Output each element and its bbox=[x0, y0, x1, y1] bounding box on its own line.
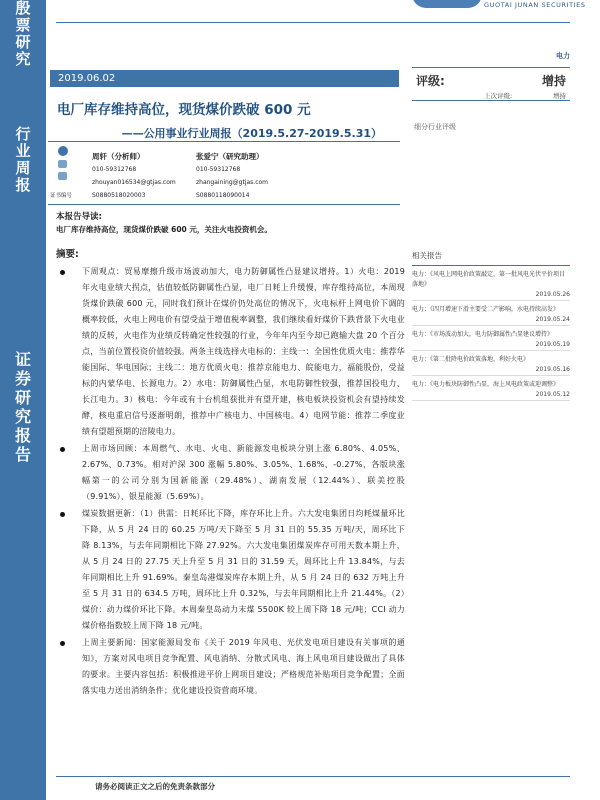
previous-rating-value: 增持 bbox=[553, 92, 566, 100]
sidebar-top-text: 殷 票 研 究 bbox=[15, 0, 31, 68]
related-date: 2019.05.19 bbox=[535, 341, 570, 348]
bullet-icon bbox=[60, 641, 65, 646]
abstract-bullet: 上周主要新闻：国家能源局发布《关于 2019 年风电、光伏发电项目建设有关事项的通知》，方案对风电项目竞争配置、风电消纳、分散式风电、海上风电项目建设做出了具体的要求。主要内容包括：积极推进平价上网项目建设；严格规范补贴项目竞争配置；全面落实电力送出消纳条件；优化建设投资营商环境。 bbox=[60, 635, 405, 699]
author-phone: 010-59312768 bbox=[196, 166, 241, 173]
author-analyst bbox=[92, 150, 176, 202]
bullet-icon bbox=[60, 270, 65, 275]
authors-block bbox=[48, 141, 400, 205]
contact-icons bbox=[54, 146, 74, 190]
related-item[interactable] bbox=[412, 326, 570, 351]
related-date: 2019.05.26 bbox=[535, 291, 570, 298]
related-date: 2019.05.16 bbox=[535, 366, 570, 373]
abstract-bullet: 煤炭数据更新：（1）供需：日耗环比下降，库存环比上升。六大发电集团日均耗煤量环比下降，从 5 月 24 日的 60.25 万吨/天下降至 5 月 31 日的 55.35 万吨/天，周环比下降 8.13%，与去年同期相比下降 27.92%。六大发电集团煤炭库存可用天数本期上升，从 5 月 24 日的 27.75 天上升至 5 月 31 日的 31.59 天，周环比上升 13.84%，与去年同期相比上升 91.69%。秦皇岛港煤炭库存本期上升，从 5 月 24 日的 632 万吨上升至 5 月 31 日的 634.5 万吨，周环比上升 0.32%，与去年同期相比上升 21.44%。（2）煤价：动力煤价环比下降。本周秦皇岛动力末煤 5500K 较上周下降 18 元/吨；CCI 动力煤价格指数较上周下降 18 元/吨。 bbox=[60, 506, 405, 634]
bullet-icon bbox=[60, 447, 65, 452]
author-email[interactable]: zhouyan016534@gtjas.com bbox=[92, 179, 176, 186]
author-assistant bbox=[196, 150, 268, 202]
guide-heading: 本报告导读: bbox=[56, 212, 102, 222]
brand-name: GUOTAI JUNAN SECURITIES bbox=[484, 1, 586, 9]
related-title[interactable]: 电力：《电力板块防御性凸显，海上风电政策或迎调整》 bbox=[412, 381, 560, 388]
email-icon bbox=[58, 172, 67, 180]
related-heading: 相关报告 bbox=[412, 250, 570, 266]
report-title: 电厂库存维持高位，现货煤价跌破 600 元 bbox=[57, 102, 311, 118]
phone-icon bbox=[58, 160, 67, 168]
footer-disclaimer: 请务必阅读正文之后的免责条款部分 bbox=[95, 782, 215, 791]
related-date: 2019.05.12 bbox=[535, 391, 570, 398]
related-title[interactable]: 电力：《风电上网电价政策敲定，第一批风电光伏平价项目落地》 bbox=[412, 271, 566, 288]
footer-divider bbox=[56, 776, 570, 777]
report-date: 2019.06.02 bbox=[50, 70, 399, 87]
sidebar-report-type: 行 业 周 报 bbox=[15, 125, 31, 194]
related-item[interactable] bbox=[412, 266, 570, 301]
rating-label: 评级: bbox=[416, 74, 445, 88]
author-cert: S0880118090014 bbox=[196, 192, 250, 199]
abstract-heading: 摘要: bbox=[56, 249, 79, 260]
related-title[interactable]: 电力：《第二批降电价政策落地，利好火电》 bbox=[412, 356, 530, 363]
sub-industry-rating: 细分行业评级 bbox=[414, 123, 456, 131]
rating-value: 增持 bbox=[541, 74, 566, 88]
sidebar-doc-type: 证 券 研 究 报 告 bbox=[14, 350, 31, 464]
related-title[interactable]: 电力：《四月增速下滑主要受二产影响，水电持续高发》 bbox=[412, 306, 560, 313]
abstract-list bbox=[60, 264, 405, 700]
person-icon bbox=[58, 146, 68, 156]
sector-label: 电力 bbox=[556, 52, 570, 60]
related-title[interactable]: 电力：《市场波动加大，电力防御属性凸显建议增持》 bbox=[412, 331, 554, 338]
bullet-icon bbox=[60, 512, 65, 517]
related-item[interactable] bbox=[412, 376, 570, 401]
related-date: 2019.05.24 bbox=[535, 316, 570, 323]
report-subtitle: ——公用事业行业周报（2019.5.27-2019.5.31） bbox=[121, 127, 382, 140]
author-name: 张爱宁（研究助理） bbox=[196, 152, 264, 161]
related-item[interactable] bbox=[412, 351, 570, 376]
author-name: 周轩（分析师） bbox=[92, 152, 145, 161]
author-cert: S0880518020003 bbox=[92, 192, 146, 199]
rating-box bbox=[412, 67, 570, 101]
related-reports bbox=[412, 250, 570, 401]
cert-label: 证书编号 bbox=[50, 193, 73, 199]
sidebar bbox=[0, 0, 46, 800]
related-item[interactable] bbox=[412, 301, 570, 326]
author-phone: 010-59312768 bbox=[92, 166, 137, 173]
abstract-bullet: 下周观点：贸易摩擦升级市场波动加大，电力防御属性凸显建议增持。1）火电：2019 年火电业绩大拐点，估值较低防御属性凸显，电厂日耗上升缓慢，库存维持高位，本周现货煤价跌破 600 元，同时我们预计在煤价仍处高位的情况下，火电标杆上网电价下调的概率较低，火电上网电价有望受益于增值税率调整，我们继续看好煤价下跌背景下火电业绩的反转，火电作为业绩反转确定性较强的行业，今年年内至今却已跑输大盘 20 个百分点，当前位置投资价值较强。两条主线选择火电标的：主线一：全国性优质火电：推荐华能国际、华电国际；主线二：地方优质火电：推荐京能电力、皖能电力，福能股份，受益标的内蒙华电、长源电力。2）水电：防御属性凸显，水电防御性较强，推荐国投电力、长江电力。3）核电：今年或有十台机组获批并有望开建，核电板块投资机会有望持续发酵，核电重启信号逐渐明朗，推荐中广核电力、中国核电。4）电网节能：推荐二季度业绩有望超预期的涪陵电力。 bbox=[60, 264, 405, 440]
author-email[interactable]: zhangaining@gtjas.com bbox=[196, 179, 269, 186]
abstract-bullet: 上周市场回顾：本周燃气、水电、火电、新能源发电板块分别上涨 6.80%、4.05%、2.67%、0.73%。相对沪深 300 涨幅 5.80%、3.05%、1.68%、-0.27%，各版块涨幅第一的公司分别为国新能源（29.48%）、湖南发展（12.44%）、联美控股（9.91%）、银星能源（5.69%）。 bbox=[60, 441, 405, 505]
previous-rating-label: 上次评级: bbox=[484, 92, 513, 100]
guide-text: 电厂库存维持高位，现货煤价跌破 600 元，关注火电投资机会。 bbox=[56, 225, 272, 234]
logo-icon bbox=[412, 0, 482, 8]
header-divider bbox=[56, 22, 570, 23]
